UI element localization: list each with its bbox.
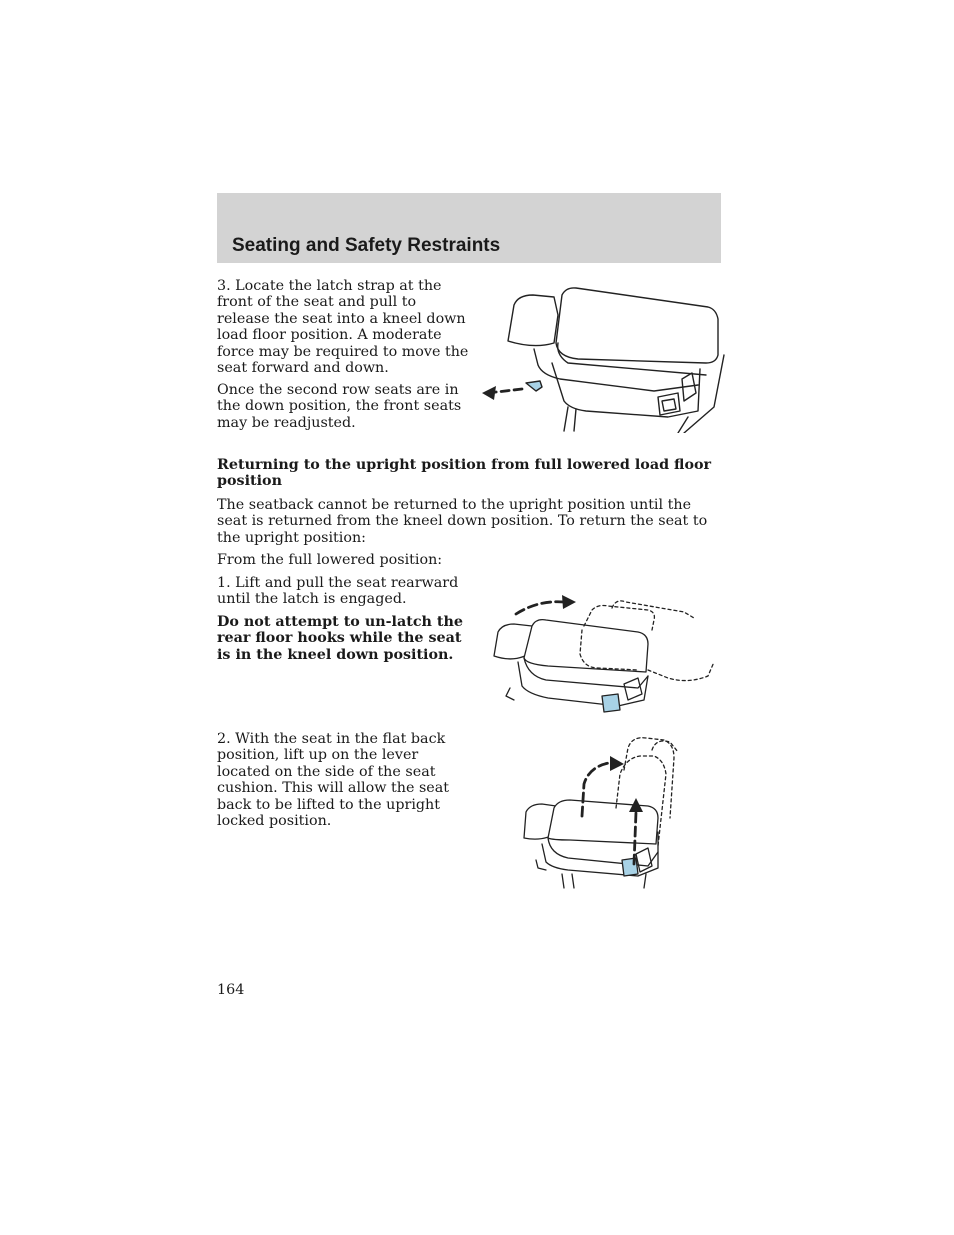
returning-intro: The seatback cannot be returned to the upright position until the seat is returned from the kneel down position. To return the seat to the upright position: [217, 497, 708, 546]
step-3-text: 3. Locate the latch strap at the front of the seat and pull to release the seat into a kneel down load floor position. A moderate force may be required to move the seat forward and down. [217, 278, 469, 377]
seatback-upright-illustration [518, 728, 690, 890]
returning-heading: Returning to the upright position from full lowered load floor position [217, 457, 712, 490]
kneel-down-seat-illustration [478, 283, 728, 433]
from-full-lowered-text: From the full lowered position: [217, 552, 443, 568]
seat-rearward-illustration [488, 590, 720, 720]
warning-text: Do not attempt to un-latch the rear floor hooks while the seat is in the kneel down position. [217, 614, 464, 663]
section-header [217, 193, 721, 263]
section-title: Seating and Safety Restraints [232, 235, 501, 256]
step-2-text: 2. With the seat in the flat back position, lift up on the lever located on the side of the seat cushion. This will allow the seat back to be lifted to the upright locked position. [217, 731, 450, 830]
page-number: 164 [217, 982, 245, 998]
step-1-text: 1. Lift and pull the seat rearward until the latch is engaged. [217, 575, 459, 608]
step-3-followup: Once the second row seats are in the down position, the front seats may be readjusted. [217, 382, 462, 431]
